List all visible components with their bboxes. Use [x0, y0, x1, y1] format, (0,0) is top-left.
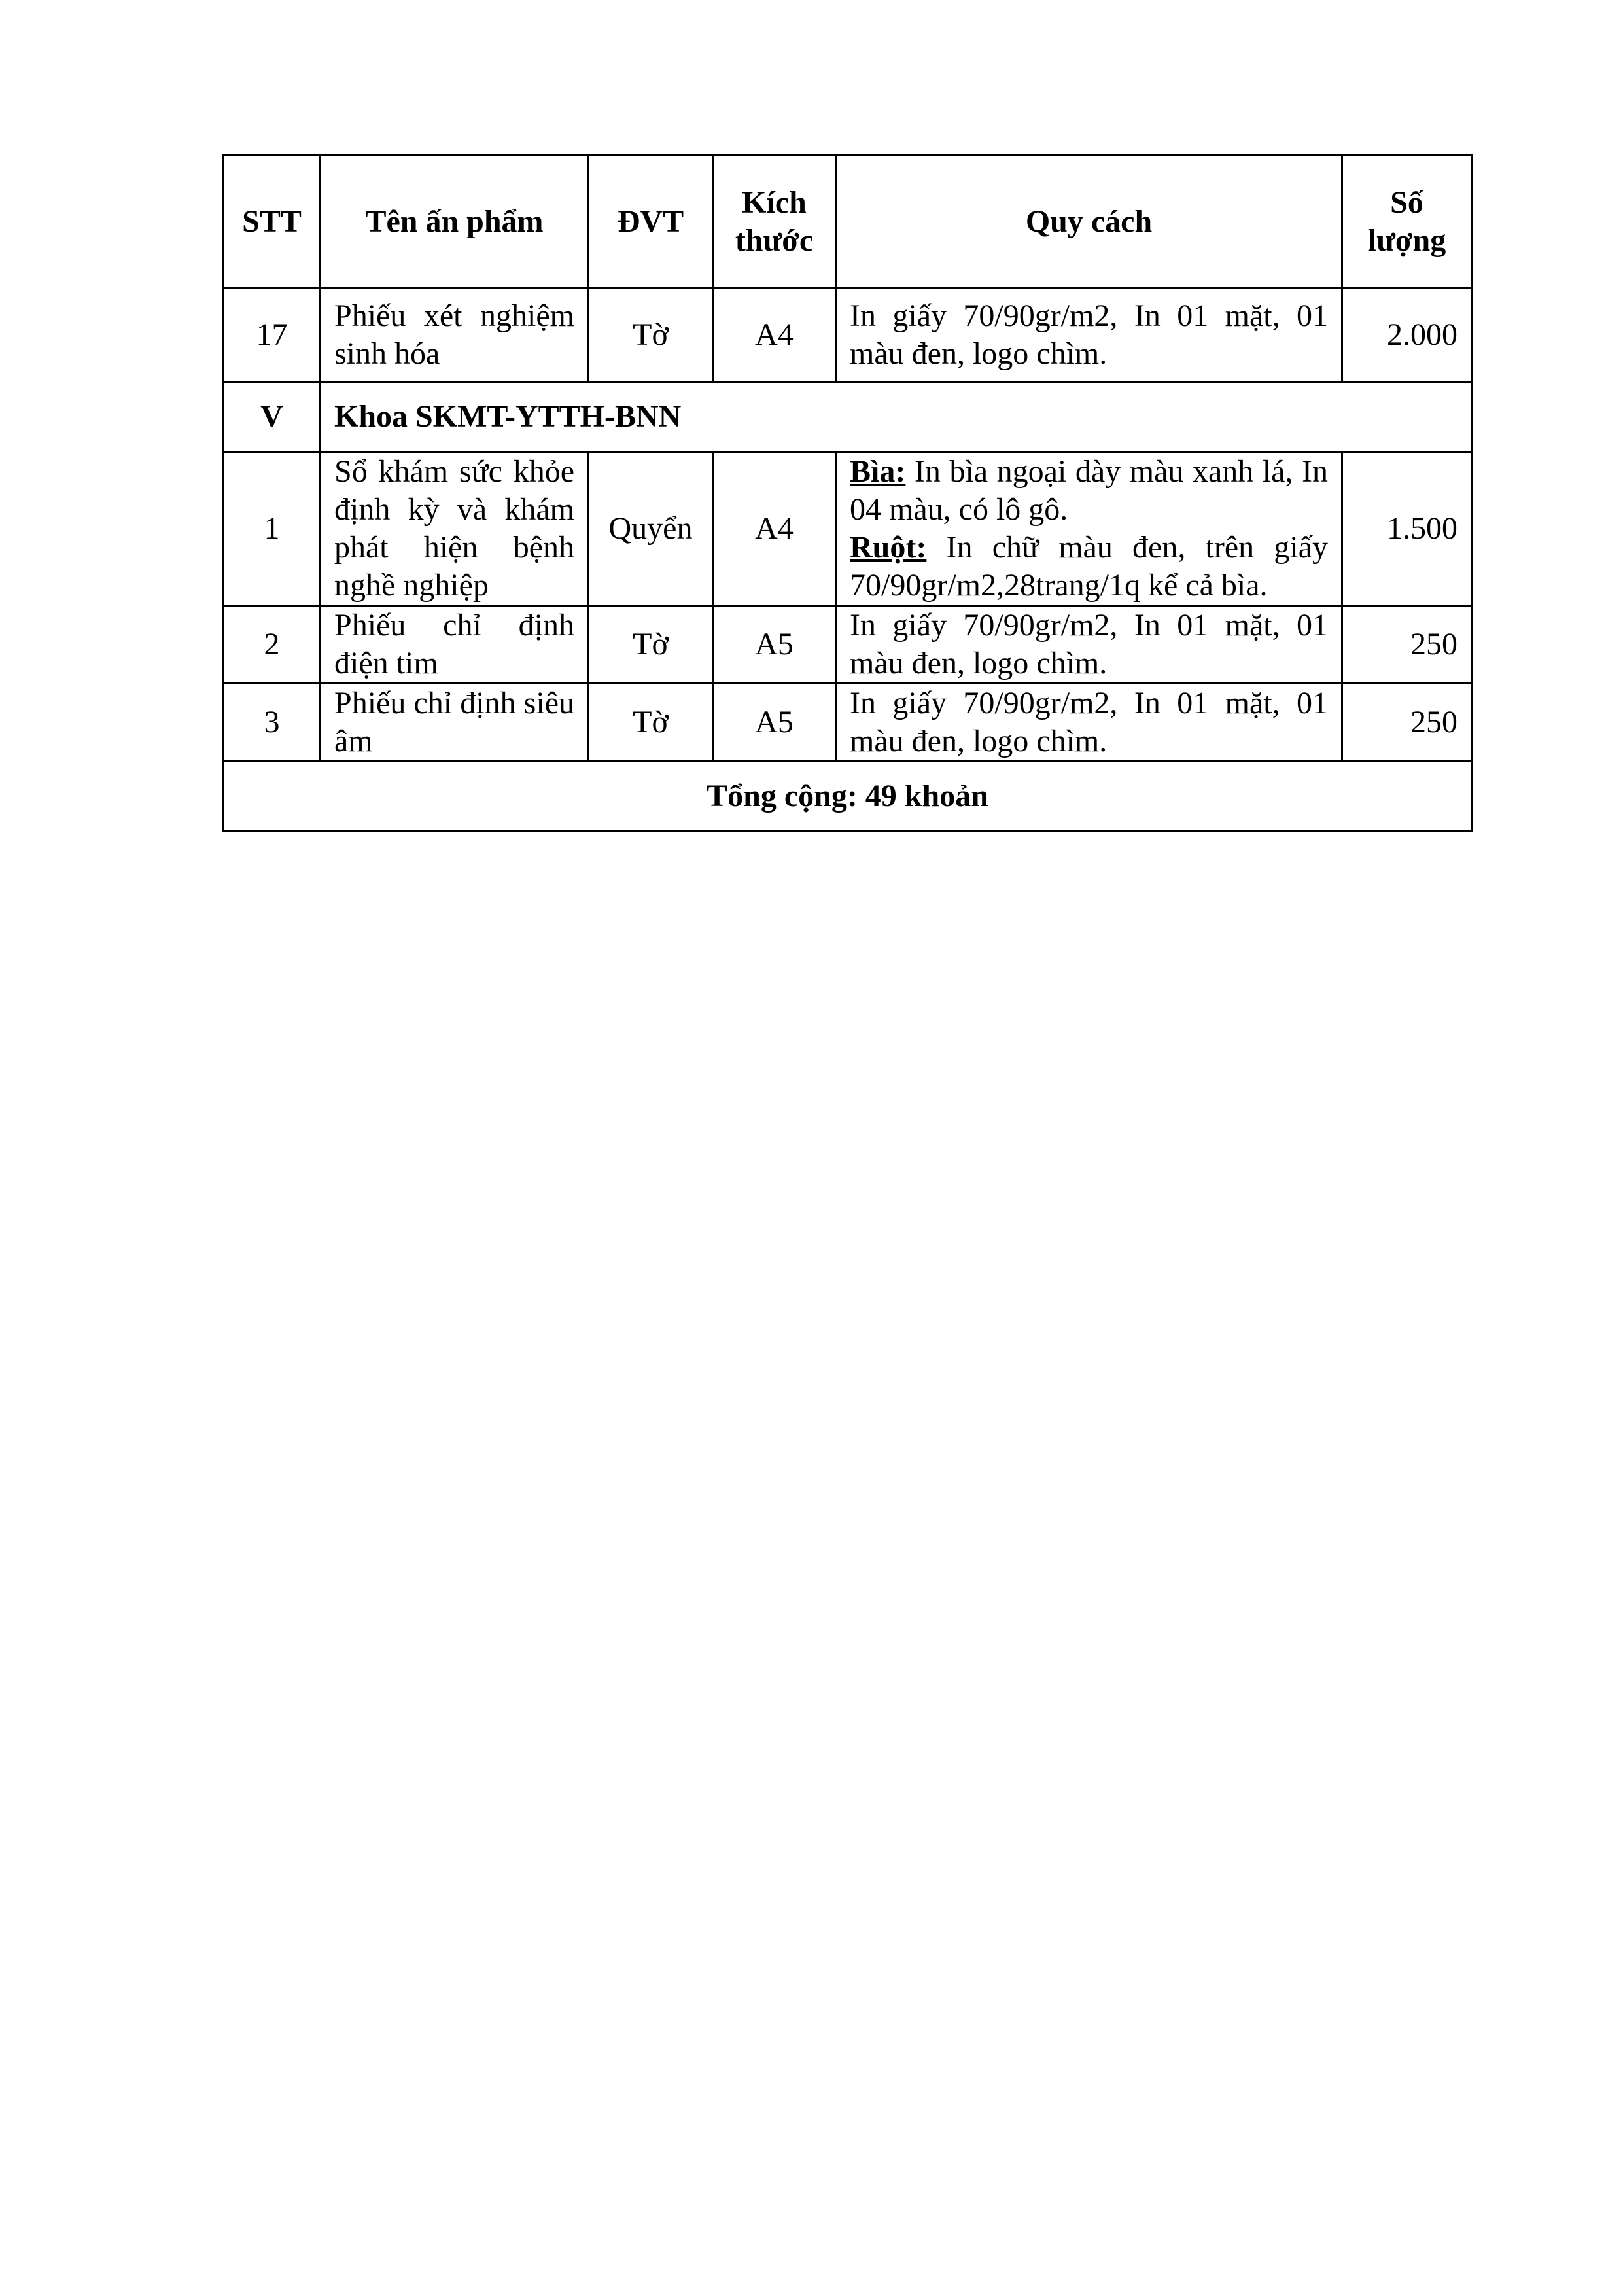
- row-size: A4: [713, 452, 836, 606]
- spec-body-text: In chữ màu đen, trên giấy 70/90gr/m2,28trang/1q kể cả bìa.: [850, 530, 1328, 603]
- header-qty: Số lượng: [1342, 156, 1472, 289]
- row-name: Sổ khám sức khỏe định kỳ và khám phát hiện bệnh nghề nghiệp: [321, 452, 589, 606]
- row-stt: 1: [224, 452, 321, 606]
- header-name: Tên ấn phẩm: [321, 156, 589, 289]
- table-row: [224, 684, 1472, 762]
- table-row: [224, 606, 1472, 684]
- row-spec: In giấy 70/90gr/m2, In 01 mặt, 01 màu đen, logo chìm.: [836, 684, 1342, 762]
- row-stt: 3: [224, 684, 321, 762]
- row-unit: Tờ: [589, 289, 713, 382]
- row-qty: 250: [1342, 684, 1472, 762]
- row-qty: 2.000: [1342, 289, 1472, 382]
- row-name: Phiếu chỉ định siêu âm: [321, 684, 589, 762]
- total-row: [224, 762, 1472, 832]
- row-unit: Quyển: [589, 452, 713, 606]
- row-spec: In giấy 70/90gr/m2, In 01 mặt, 01 màu đen, logo chìm.: [836, 606, 1342, 684]
- table-header-row: [224, 156, 1472, 289]
- row-size: A5: [713, 606, 836, 684]
- row-spec: [836, 452, 1342, 606]
- section-title: Khoa SKMT-YTTH-BNN: [321, 382, 1472, 452]
- row-qty: 1.500: [1342, 452, 1472, 606]
- row-unit: Tờ: [589, 606, 713, 684]
- header-unit: ĐVT: [589, 156, 713, 289]
- row-name: Phiếu chỉ định điện tim: [321, 606, 589, 684]
- spec-cover-text: In bìa ngoại dày màu xanh lá, In 04 màu, có lô gô.: [850, 454, 1328, 527]
- print-items-table: [222, 154, 1473, 832]
- row-size: A5: [713, 684, 836, 762]
- header-size: Kích thước: [713, 156, 836, 289]
- row-stt: 17: [224, 289, 321, 382]
- row-name: Phiếu xét nghiệm sinh hóa: [321, 289, 589, 382]
- spec-cover-label: Bìa:: [850, 454, 906, 489]
- section-row: [224, 382, 1472, 452]
- row-stt: 2: [224, 606, 321, 684]
- header-spec: Quy cách: [836, 156, 1342, 289]
- header-stt: STT: [224, 156, 321, 289]
- section-stt: V: [224, 382, 321, 452]
- row-size: A4: [713, 289, 836, 382]
- spec-body-label: Ruột:: [850, 530, 927, 565]
- table-row: [224, 289, 1472, 382]
- table-row: [224, 452, 1472, 606]
- row-spec: In giấy 70/90gr/m2, In 01 mặt, 01 màu đen, logo chìm.: [836, 289, 1342, 382]
- total-label: Tổng cộng: 49 khoản: [224, 762, 1472, 832]
- row-qty: 250: [1342, 606, 1472, 684]
- row-unit: Tờ: [589, 684, 713, 762]
